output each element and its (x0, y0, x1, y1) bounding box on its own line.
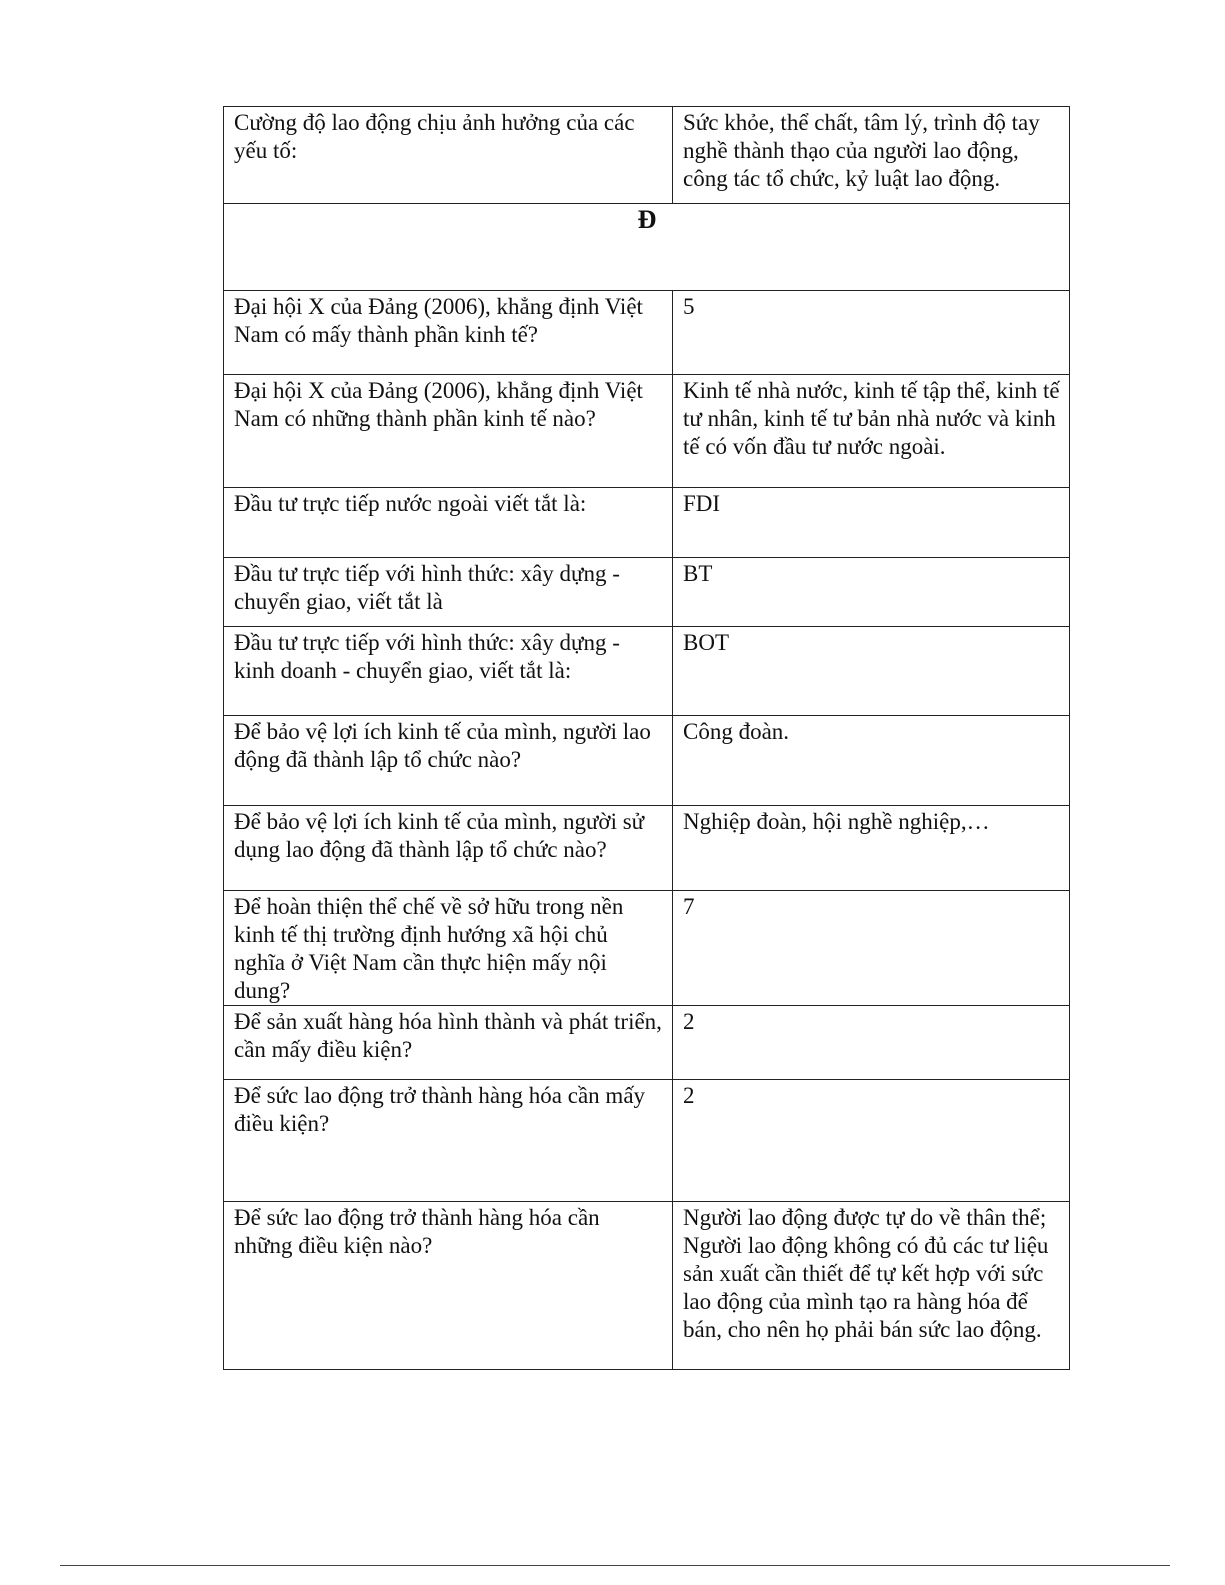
page-bottom-rule (60, 1565, 1170, 1566)
question-cell: Để hoàn thiện thể chế về sở hữu trong nền kinh tế thị trường định hướng xã hội chủ nghĩa ở Việt Nam cần thực hiện mấy nội dung? (224, 891, 673, 1006)
answer-cell: Kinh tế nhà nước, kinh tế tập thể, kinh tế tư nhân, kinh tế tư bản nhà nước và kinh tế có vốn đầu tư nước ngoài. (673, 375, 1070, 488)
table-row (224, 1080, 1070, 1202)
question-cell: Để sức lao động trở thành hàng hóa cần mấy điều kiện? (224, 1080, 673, 1202)
answer-cell: BT (673, 558, 1070, 627)
question-cell: Để sức lao động trở thành hàng hóa cần những điều kiện nào? (224, 1202, 673, 1370)
answer-cell: FDI (673, 488, 1070, 558)
question-cell: Đại hội X của Đảng (2006), khẳng định Việt Nam có mấy thành phần kinh tế? (224, 291, 673, 375)
table-row (224, 107, 1070, 204)
table-row (224, 806, 1070, 891)
table-row (224, 1202, 1070, 1370)
table-row (224, 891, 1070, 1006)
question-cell: Đầu tư trực tiếp với hình thức: xây dựng - kinh doanh - chuyển giao, viết tắt là: (224, 627, 673, 716)
table-row (224, 1006, 1070, 1080)
answer-cell: Sức khỏe, thể chất, tâm lý, trình độ tay nghề thành thạo của người lao động, công tác tổ chức, kỷ luật lao động. (673, 107, 1070, 204)
table-row (224, 375, 1070, 488)
answer-cell: 5 (673, 291, 1070, 375)
table-row (224, 558, 1070, 627)
qa-table (223, 106, 1070, 1370)
table-row (224, 627, 1070, 716)
question-cell: Đầu tư trực tiếp với hình thức: xây dựng - chuyển giao, viết tắt là (224, 558, 673, 627)
question-cell: Đại hội X của Đảng (2006), khẳng định Việt Nam có những thành phần kinh tế nào? (224, 375, 673, 488)
question-cell: Để bảo vệ lợi ích kinh tế của mình, người lao động đã thành lập tổ chức nào? (224, 716, 673, 806)
answer-cell: 7 (673, 891, 1070, 1006)
section-heading: Đ (224, 204, 1070, 291)
answer-cell: 2 (673, 1006, 1070, 1080)
question-cell: Đầu tư trực tiếp nước ngoài viết tắt là: (224, 488, 673, 558)
question-cell: Để bảo vệ lợi ích kinh tế của mình, người sử dụng lao động đã thành lập tổ chức nào? (224, 806, 673, 891)
answer-cell: BOT (673, 627, 1070, 716)
table-row (224, 716, 1070, 806)
answer-cell: 2 (673, 1080, 1070, 1202)
table-row (224, 488, 1070, 558)
answer-cell: Người lao động được tự do về thân thể; Người lao động không có đủ các tư liệu sản xuất cần thiết để tự kết hợp với sức lao động của mình tạo ra hàng hóa để bán, cho nên họ phải bán sức lao động. (673, 1202, 1070, 1370)
question-cell: Để sản xuất hàng hóa hình thành và phát triển, cần mấy điều kiện? (224, 1006, 673, 1080)
answer-cell: Công đoàn. (673, 716, 1070, 806)
section-row (224, 204, 1070, 291)
table-row (224, 291, 1070, 375)
question-cell: Cường độ lao động chịu ảnh hưởng của các yếu tố: (224, 107, 673, 204)
answer-cell: Nghiệp đoàn, hội nghề nghiệp,… (673, 806, 1070, 891)
